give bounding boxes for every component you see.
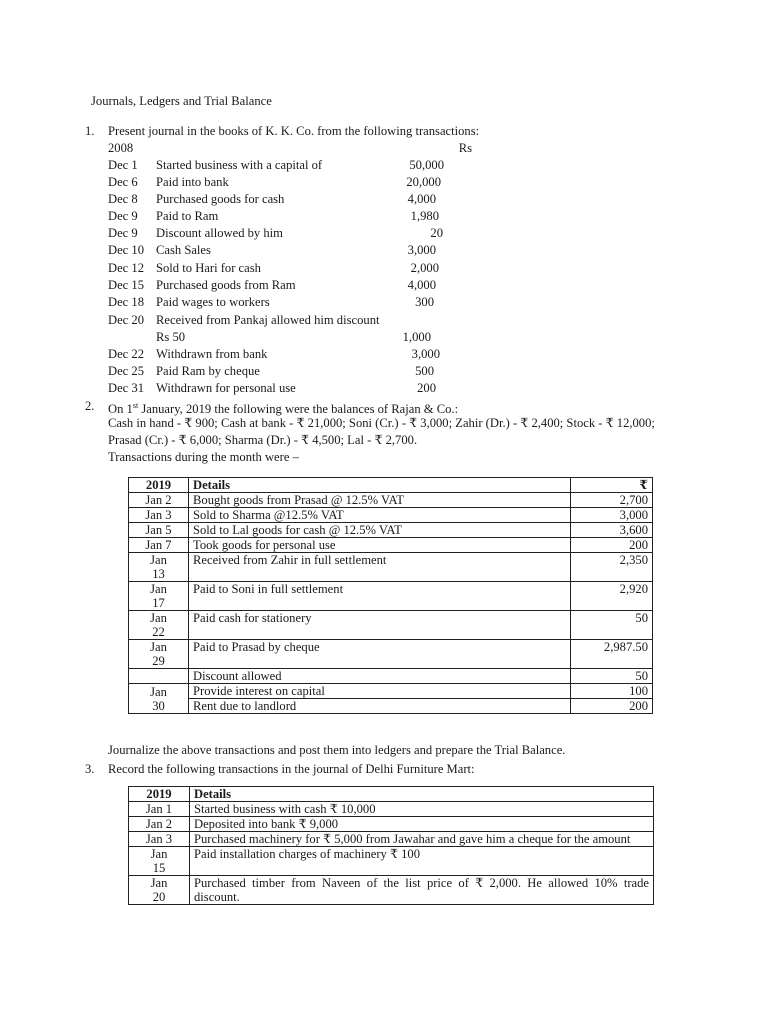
row-details: Bought goods from Prasad @ 12.5% VAT (189, 493, 571, 508)
transaction-date: Dec 15 (108, 278, 145, 292)
question-1-year: 2008 (108, 141, 134, 155)
row-details: Provide interest on capital (189, 684, 571, 699)
transaction-date: Dec 9 (108, 226, 138, 240)
transaction-description: Purchased goods for cash (156, 192, 285, 206)
row-details: Sold to Lal goods for cash @ 12.5% VAT (189, 523, 571, 538)
transaction-date: Dec 20 (108, 313, 145, 327)
row-date (129, 669, 189, 684)
row-details: Deposited into bank ₹ 9,000 (190, 817, 654, 832)
question-2-balances-line-2: Prasad (Cr.) - ₹ 6,000; Sharma (Dr.) - ₹ 4,500; Lal - ₹ 2,700. (108, 433, 418, 447)
row-date: Jan 2 (129, 817, 190, 832)
transaction-date: Dec 9 (108, 209, 138, 223)
row-details: Purchased timber from Naveen of the list price of ₹ 2,000. He allowed 10% trade discount. (190, 876, 654, 905)
row-date: Jan 2 (129, 493, 189, 508)
row-amount: 2,920 (571, 582, 653, 611)
question-2-intro-sup: st (132, 401, 139, 410)
transaction-amount: 3,000 (411, 347, 440, 361)
transaction-amount: 1,000 (402, 330, 431, 344)
table-row (129, 832, 654, 847)
row-date: Jan 29 (129, 640, 189, 669)
table-row (129, 669, 653, 684)
transaction-description: Withdrawn for personal use (156, 381, 296, 395)
row-date: Jan 3 (129, 508, 189, 523)
transaction-description: Paid Ram by cheque (156, 364, 260, 378)
row-date: Jan 17 (129, 582, 189, 611)
table-row (129, 508, 653, 523)
table-header-row (129, 478, 653, 493)
transaction-description: Started business with a capital of (156, 158, 323, 172)
question-2-intro-post: January, 2019 the following were the balances of Rajan & Co.: (138, 402, 459, 417)
question-2-intro (108, 399, 458, 416)
row-date: Jan 13 (129, 553, 189, 582)
row-details: Paid installation charges of machinery ₹ 100 (190, 847, 654, 876)
transaction-amount: 200 (417, 381, 436, 395)
question-2-number: 2. (85, 399, 95, 413)
row-details: Purchased machinery for ₹ 5,000 from Jawahar and gave him a cheque for the amount (190, 832, 654, 847)
transaction-date: Dec 6 (108, 175, 138, 189)
table-row (129, 582, 653, 611)
table-row (129, 611, 653, 640)
row-details: Received from Zahir in full settlement (189, 553, 571, 582)
row-date: Jan 3 (129, 832, 190, 847)
question-2-balances-line-1: Cash in hand - ₹ 900; Cash at bank - ₹ 21,000; Soni (Cr.) - ₹ 3,000; Zahir (Dr.) - ₹ 2,400; Stock - ₹ 12,000; (108, 416, 655, 430)
transaction-amount: 4,000 (407, 192, 436, 206)
page-title: Journals, Ledgers and Trial Balance (91, 94, 272, 108)
transaction-amount: 4,000 (407, 278, 436, 292)
row-details: Took goods for personal use (189, 538, 571, 553)
row-date: Jan 30 (129, 684, 189, 714)
table-row (129, 538, 653, 553)
transaction-description: Paid to Ram (156, 209, 219, 223)
table-row (129, 699, 653, 714)
table-row (129, 553, 653, 582)
row-date: Jan 22 (129, 611, 189, 640)
table-row (129, 493, 653, 508)
row-date: Jan 7 (129, 538, 189, 553)
row-date: Jan 5 (129, 523, 189, 538)
transaction-date: Dec 25 (108, 364, 145, 378)
transaction-amount: 50,000 (409, 158, 444, 172)
transaction-amount: 3,000 (407, 243, 436, 257)
row-amount: 100 (571, 684, 653, 699)
row-details: Paid to Prasad by cheque (189, 640, 571, 669)
table-row (129, 847, 654, 876)
row-amount: 200 (571, 699, 653, 714)
table-row (129, 802, 654, 817)
row-amount: 50 (571, 669, 653, 684)
row-details: Paid to Soni in full settlement (189, 582, 571, 611)
row-details: Rent due to landlord (189, 699, 571, 714)
transaction-amount: 300 (415, 295, 434, 309)
table-header-row (129, 787, 654, 802)
question-1-text: Present journal in the books of K. K. Co. from the following transactions: (108, 124, 480, 138)
transaction-description: Sold to Hari for cash (156, 261, 261, 275)
row-amount: 2,987.50 (571, 640, 653, 669)
question-2-instruction: Journalize the above transactions and post them into ledgers and prepare the Trial Balance. (108, 743, 566, 757)
row-amount: 200 (571, 538, 653, 553)
transaction-description: Paid into bank (156, 175, 229, 189)
row-amount: 3,600 (571, 523, 653, 538)
header-date: 2019 (129, 478, 189, 493)
row-amount: 3,000 (571, 508, 653, 523)
row-amount: 50 (571, 611, 653, 640)
table-row (129, 876, 654, 905)
question-3-text: Record the following transactions in the journal of Delhi Furniture Mart: (108, 762, 475, 776)
row-details: Discount allowed (189, 669, 571, 684)
question-2-transactions-intro: Transactions during the month were – (108, 450, 299, 464)
row-details: Paid cash for stationery (189, 611, 571, 640)
transaction-amount: 20,000 (406, 175, 441, 189)
transaction-date: Dec 12 (108, 261, 145, 275)
question-1-number: 1. (85, 124, 95, 138)
transaction-description: Received from Pankaj allowed him discount (156, 313, 380, 327)
transaction-date: Dec 18 (108, 295, 145, 309)
transaction-date: Dec 10 (108, 243, 145, 257)
header-details: Details (189, 478, 571, 493)
table-row (129, 817, 654, 832)
question-3-transactions-table (128, 786, 654, 905)
transaction-description: Withdrawn from bank (156, 347, 268, 361)
transaction-description: Purchased goods from Ram (156, 278, 296, 292)
question-3-number: 3. (85, 762, 95, 776)
header-details: Details (190, 787, 654, 802)
header-date: 2019 (129, 787, 190, 802)
transaction-amount: 500 (415, 364, 434, 378)
header-amount: ₹ (571, 478, 653, 493)
question-2-intro-pre: On 1 (108, 402, 133, 417)
transaction-amount: 1,980 (410, 209, 439, 223)
row-details: Sold to Sharma @12.5% VAT (189, 508, 571, 523)
table-row (129, 523, 653, 538)
transaction-date: Dec 22 (108, 347, 145, 361)
transaction-description: Paid wages to workers (156, 295, 270, 309)
question-2-transactions-table (128, 477, 653, 714)
transaction-amount: 2,000 (410, 261, 439, 275)
transaction-description: Cash Sales (156, 243, 211, 257)
transaction-date: Dec 1 (108, 158, 138, 172)
row-date: Jan 1 (129, 802, 190, 817)
table-row (129, 684, 653, 699)
row-amount: 2,350 (571, 553, 653, 582)
transaction-amount: 20 (430, 226, 443, 240)
row-date: Jan 15 (129, 847, 190, 876)
row-amount: 2,700 (571, 493, 653, 508)
table-row (129, 640, 653, 669)
transaction-date: Dec 31 (108, 381, 145, 395)
row-date: Jan 20 (129, 876, 190, 905)
transaction-description: Rs 50 (156, 330, 186, 344)
transaction-description: Discount allowed by him (156, 226, 283, 240)
row-details: Started business with cash ₹ 10,000 (190, 802, 654, 817)
question-1-currency: Rs (458, 141, 472, 155)
transaction-date: Dec 8 (108, 192, 138, 206)
